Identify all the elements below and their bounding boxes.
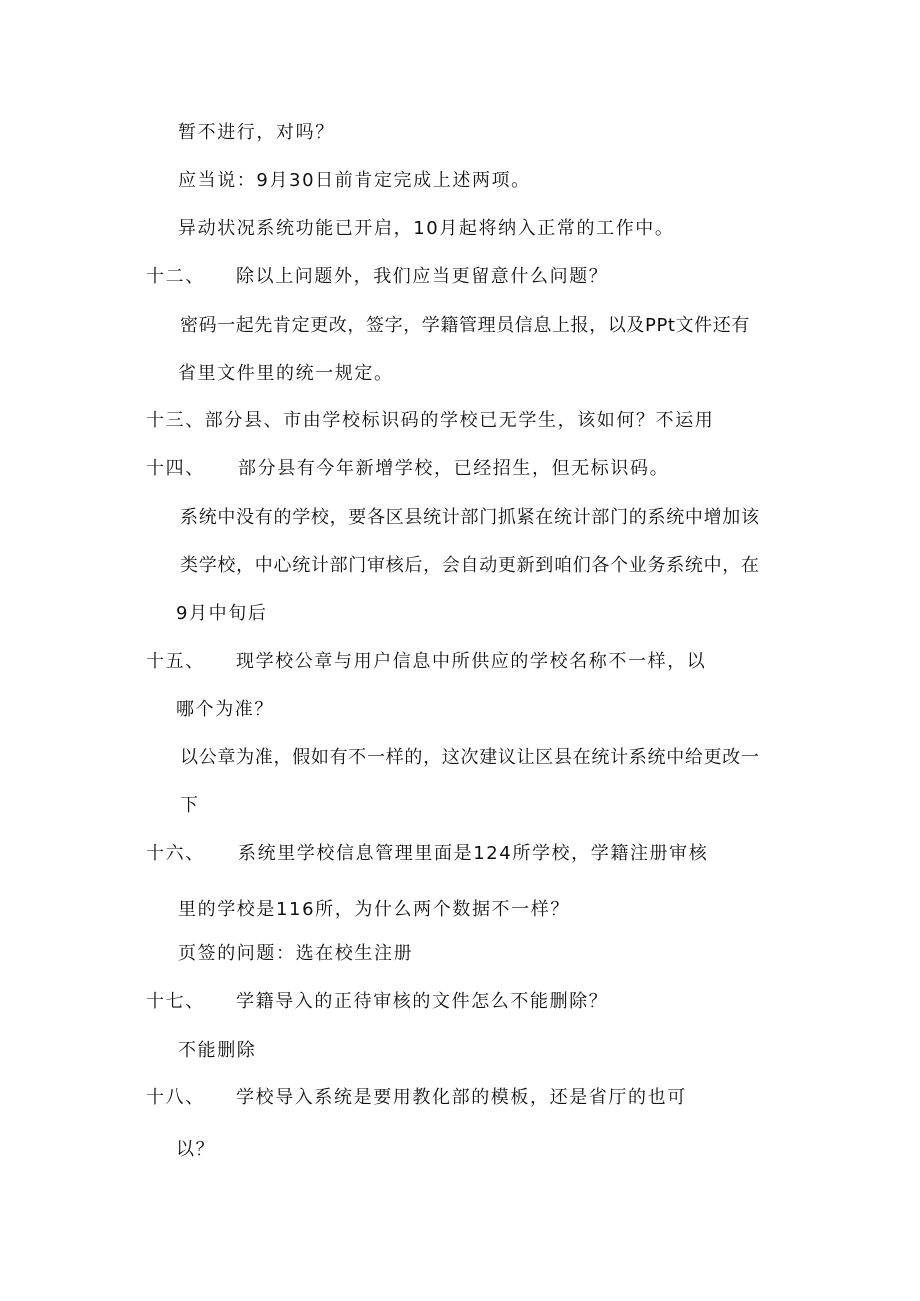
text-line: 不能删除 xyxy=(178,1040,257,1061)
text-line: 系统中没有的学校，要各区县统计部门抓紧在统计部门的系统中增加该 xyxy=(180,507,760,528)
question-number: 十五、 xyxy=(146,651,205,672)
text-line: 以公章为准，假如有不一样的，这次建议让区县在统计系统中给更改一 xyxy=(180,747,760,768)
text-line: 哪个为准？ xyxy=(176,699,274,720)
text-line: 以？ xyxy=(176,1139,216,1160)
question-text: 学校导入系统是要用教化部的模板，还是省厅的也可 xyxy=(236,1087,687,1108)
question-text: 部分县有今年新增学校，已经招生，但无标识码。 xyxy=(238,458,670,479)
text-line: 密码一起先肯定更改，签字，学籍管理员信息上报，以及PPt文件还有 xyxy=(180,315,750,336)
text-line: 页签的问题：选在校生注册 xyxy=(178,943,414,964)
text-line: 应当说：9月30日前肯定完成上述两项。 xyxy=(178,170,531,191)
question-number: 十八、 xyxy=(146,1087,205,1108)
text-line: 类学校，中心统计部门审核后，会自动更新到咱们各个业务系统中，在 xyxy=(180,555,760,576)
text-line: 暂不进行，对吗？ xyxy=(178,122,335,143)
question-text: 除以上问题外，我们应当更留意什么问题？ xyxy=(236,266,609,287)
text-line: 异动状况系统功能已开启，10月起将纳入正常的工作中。 xyxy=(178,218,675,239)
question-number: 十七、 xyxy=(146,991,205,1012)
question-number: 十六、 xyxy=(146,843,205,864)
question-number: 十四、 xyxy=(146,458,205,479)
text-line: 下 xyxy=(180,795,200,816)
text-line: 里的学校是116所，为什么两个数据不一样？ xyxy=(178,899,570,920)
question-text: 现学校公章与用户信息中所供应的学校名称不一样，以 xyxy=(236,651,707,672)
question-text: 系统里学校信息管理里面是124所学校，学籍注册审核 xyxy=(238,843,709,864)
question-text: 学籍导入的正待审核的文件怎么不能删除？ xyxy=(236,991,609,1012)
text-line: 省里文件里的统一规定。 xyxy=(178,363,394,384)
text-line: 9月中旬后 xyxy=(176,603,268,624)
text-line: 十三、部分县、市由学校标识码的学校已无学生，该如何？不运用 xyxy=(146,410,715,431)
question-number: 十二、 xyxy=(146,266,205,287)
